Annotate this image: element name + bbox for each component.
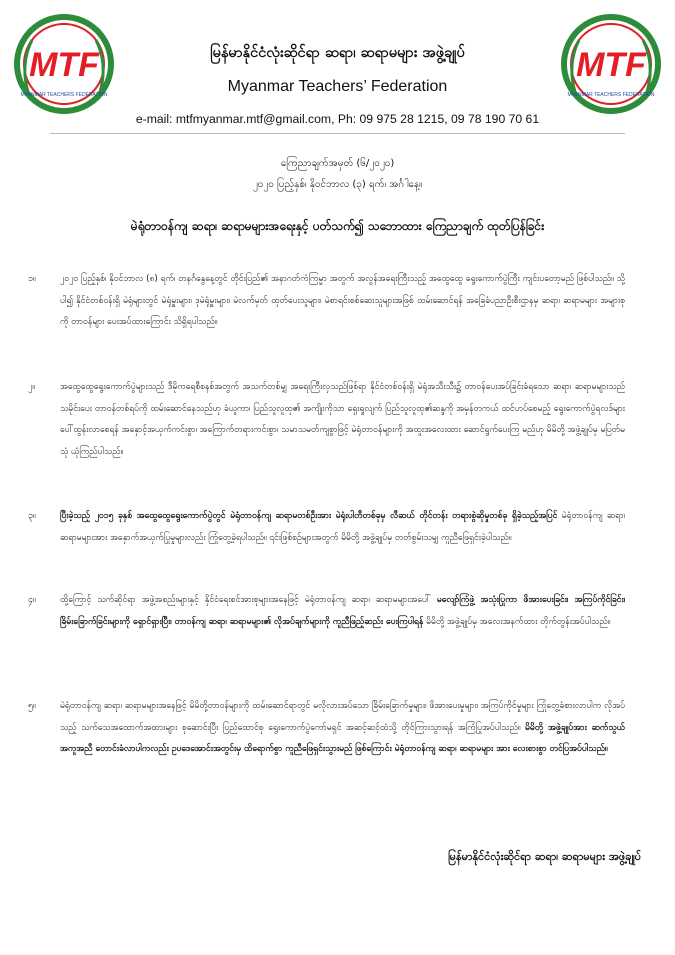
document-title: မဲရုံတာဝန်ကျ ဆရာ၊ ဆရာမများအရေးနှင့် ပတ်သက်၍ သဘောထား ကြေညာချက် ထုတ်ပြန်ခြင်း — [130, 219, 545, 233]
signature-line: မြန်မာနိုင်ငံလုံးဆိုင်ရာ ဆရာ၊ ဆရာမများ အဖွဲ့ချုပ် — [447, 850, 641, 863]
paragraph-number: ၂။ — [28, 382, 35, 392]
paragraph-text-tail: မိမိတို့ အဖွဲ့ချုပ်မှ အလေးအနက်ထား တိုက်တွန်းအပ်ပါသည်။ — [423, 616, 611, 627]
paragraph-5 — [28, 696, 625, 761]
org-title-english: Myanmar Teachers’ Federation — [227, 78, 448, 95]
paragraph-text: ၂၀၂၀ ပြည့်နှစ်၊ နိုဝင်ဘာလ (၈) ရက်၊ တနင်္ဂနွေနေ့တွင် တိုင်းပြည်၏ အနာဂတ်ကံကြမ္မာ အတွက် အလွန်အရေးကြီးသည့် အထွေထွေ ရွေးကောက်ပွဲကြီး ကျင်းပတော့မည် ဖြစ်ပါသည်။ သို့ပါ၍ နိုင်ငံတစ်ဝန်းရှိ မဲရုံများတွင် မဲရုံမှူးများ၊ ဒုမဲရုံမှူးများ၊ မဲလက်မှတ် ထုတ်ပေးသူများ၊ မဲစာရင်းစစ်ဆေးသူများအဖြစ် ထမ်းဆောင်ရန် အခြေခံပညာဦးစီးဌာနမှ ဆရာ၊ ဆရာမများ အများစုကို တာဝန်များ ပေးအပ်ထားကြောင်း သိရှိရပါသည်။ — [60, 274, 625, 327]
paragraph-3 — [28, 506, 625, 549]
paragraph-number: ၃။ — [28, 511, 36, 521]
paragraph-text: ထို့ကြောင့် သက်ဆိုင်ရာ အဖွဲ့အစည်းများနှင့် နိုင်ငံရေးစင်အားစုများအနေဖြင့် မဲရုံတာဝန်ကျ ဆရာ၊ ဆရာမများအပေါ် — [60, 595, 437, 605]
logo-main-text: MTF — [29, 46, 99, 84]
paragraph-number: ၁။ — [28, 274, 36, 284]
paragraph-number: ၄။ — [28, 595, 36, 605]
statement-number: ကြေညာချက်အမှတ် (၆/၂၀၂၀) — [280, 158, 395, 169]
logo-ring-text: MYANMAR TEACHERS FEDERATION — [20, 92, 108, 98]
paragraph-text-bold: ပြီးခဲ့သည့် ၂၀၁၅ ခုနှစ် အထွေထွေရွေးကောက်ပွဲတွင် မဲရုံတာဝန်ကျ ဆရာမတစ်ဦးအား မဲရုံးပါတီတစ်ခုမှ လီဆယ် တိုင်တန်း တရားစွဲဆိုမှုတစ်ခု ရှိခဲ့သည့်အပြင် — [60, 511, 558, 521]
org-contact-line: e-mail: mtfmyanmar.mtf@gmail.com, Ph: 09 975 28 1215, 09 78 190 70 61 — [135, 112, 540, 126]
paragraph-2 — [28, 377, 625, 463]
paragraph-4 — [28, 590, 625, 633]
org-title-myanmar: မြန်မာနိုင်ငံလုံးဆိုင်ရာ ဆရာ၊ ဆရာမများ အဖွဲ့ချုပ် — [210, 45, 465, 61]
logo-ring-text: MYANMAR TEACHERS FEDERATION — [567, 92, 655, 98]
paragraph-text: မဲရုံတာဝန်ကျ ဆရာ၊ ဆရာမများအနေဖြင့် မိမိတို့တာဝန်များကို ထမ်းဆောင်ရာတွင် မလိုလားအပ်သော ခြိမ်းခြောက်မှုများ၊ ဖိအားပေးမှုများ၊ အကြပ်ကိုင်မှုများ ကြုံတွေ့ခံစားလာပါက လိုအပ်သည့် သက်သေအထောက်အထားများ စုဆောင်းပြီး ပြည်ထောင်စု ရွေးကောက်ပွဲကော်မရှင် အဆင့်ဆင့်ထံသို့ တိုင်ကြားသွားရန် အကြံပြုအပ်ပါသည်။ — [60, 701, 625, 733]
paragraph-text-bold: မိမိတို့ အဖွဲ့ချုပ်အား ဆက်သွယ် အကူအညီ တောင်းခံလာပါကလည်း ဥပဒေအောင်းအတွင်းမှ ထိရောက်စွာ ကူညီဖြေရှင်းသွားမည် ဖြစ်ကြောင်း မဲရုံတာဝန်ကျ ဆရာ၊ ဆရာမများ အား လေးစားစွာ တင်ပြအပ်ပါသည်။ — [60, 722, 625, 754]
paragraph-1 — [28, 269, 625, 334]
mtf-logo-left — [14, 14, 114, 114]
header-divider — [50, 133, 625, 134]
logo-main-text: MTF — [576, 46, 646, 84]
paragraph-text: အထွေထွေရွေးကောက်ပွဲများသည် ဒီမိုကရေစီစနစ်အတွက် အသက်တစ်မျှ အရေးကြီးလှသည်ဖြစ်ရာ နိုင်ငံတစ်ဝန်းရှိ မဲရုံအသီးသီး၌ တာဝန်ပေးအပ်ခြင်းခံရသော ဆရာ၊ ဆရာမများသည် သမိုင်းပေး တာဝန်တစ်ရပ်ကို ထမ်းဆောင်နေသည်ဟု ခံယူကာ၊ ပြည်သူလူထု၏ အကျိုးကိုသာ ရှေးရှုလျက် ပြည်သူလူထု၏ဆန္ဒကို အမှန်တကယ် ထင်ဟပ်စေမည့် ရွေးကောက်ပွဲရလဒ်များ ပေါ်ထွန်းလာစေရန် အနှောင့်အယှက်ကင်းစွာ၊ အကြောက်တရားကင်းစွာ၊ သမာသမတ်ကျစွာဖြင့် မဲရုံတာဝန်များကို အထူးအလေးထား ဆောင်ရွက်ပေးကြ မည်ဟု မိမိတို့ အဖွဲ့ချုပ်မှ မပြတ်မသုံ ယုံကြည်ပါသည်။ — [60, 382, 625, 457]
paragraph-text: မဲရုံတာဝန်ကျ ဆရာ၊ ဆရာမများအား အနှောက်အယှက်ပြုမှုများလည်း ကြုံတွေ့ခဲ့ရပါသည်။ ၎င်းဖြစ်စဉ်များအတွက် မိမိတို့ အဖွဲ့ချုပ်မှ တတ်စွမ်းသမျှ ကူညီဖြေရှင်းခဲ့ပါသည်။ — [60, 511, 625, 543]
paragraph-number: ၅။ — [28, 701, 36, 711]
paragraph-text-bold: မလျော်ကြံဖွဲ့ အသုံးပြုကာ ဖိအားပေးခြင်း၊ အကြပ်ကိုင်ခြင်း၊ ခြိမ်းခြောက်ခြင်းများကို ရှောင်ရှားပြီး၊ တာဝန်ကျ ဆရာ၊ ဆရာမများ၏ လိုအပ်ချက်များကို ကူညီဖြည့်ဆည်း ပေးကြပါရန် — [60, 595, 625, 627]
statement-date: ၂၀၂၀ ပြည့်နှစ်၊ နိုဝင်ဘာလ (၃) ရက်၊ အင်္ဂါနေ့။ — [252, 179, 423, 190]
mtf-logo-right — [561, 14, 661, 114]
